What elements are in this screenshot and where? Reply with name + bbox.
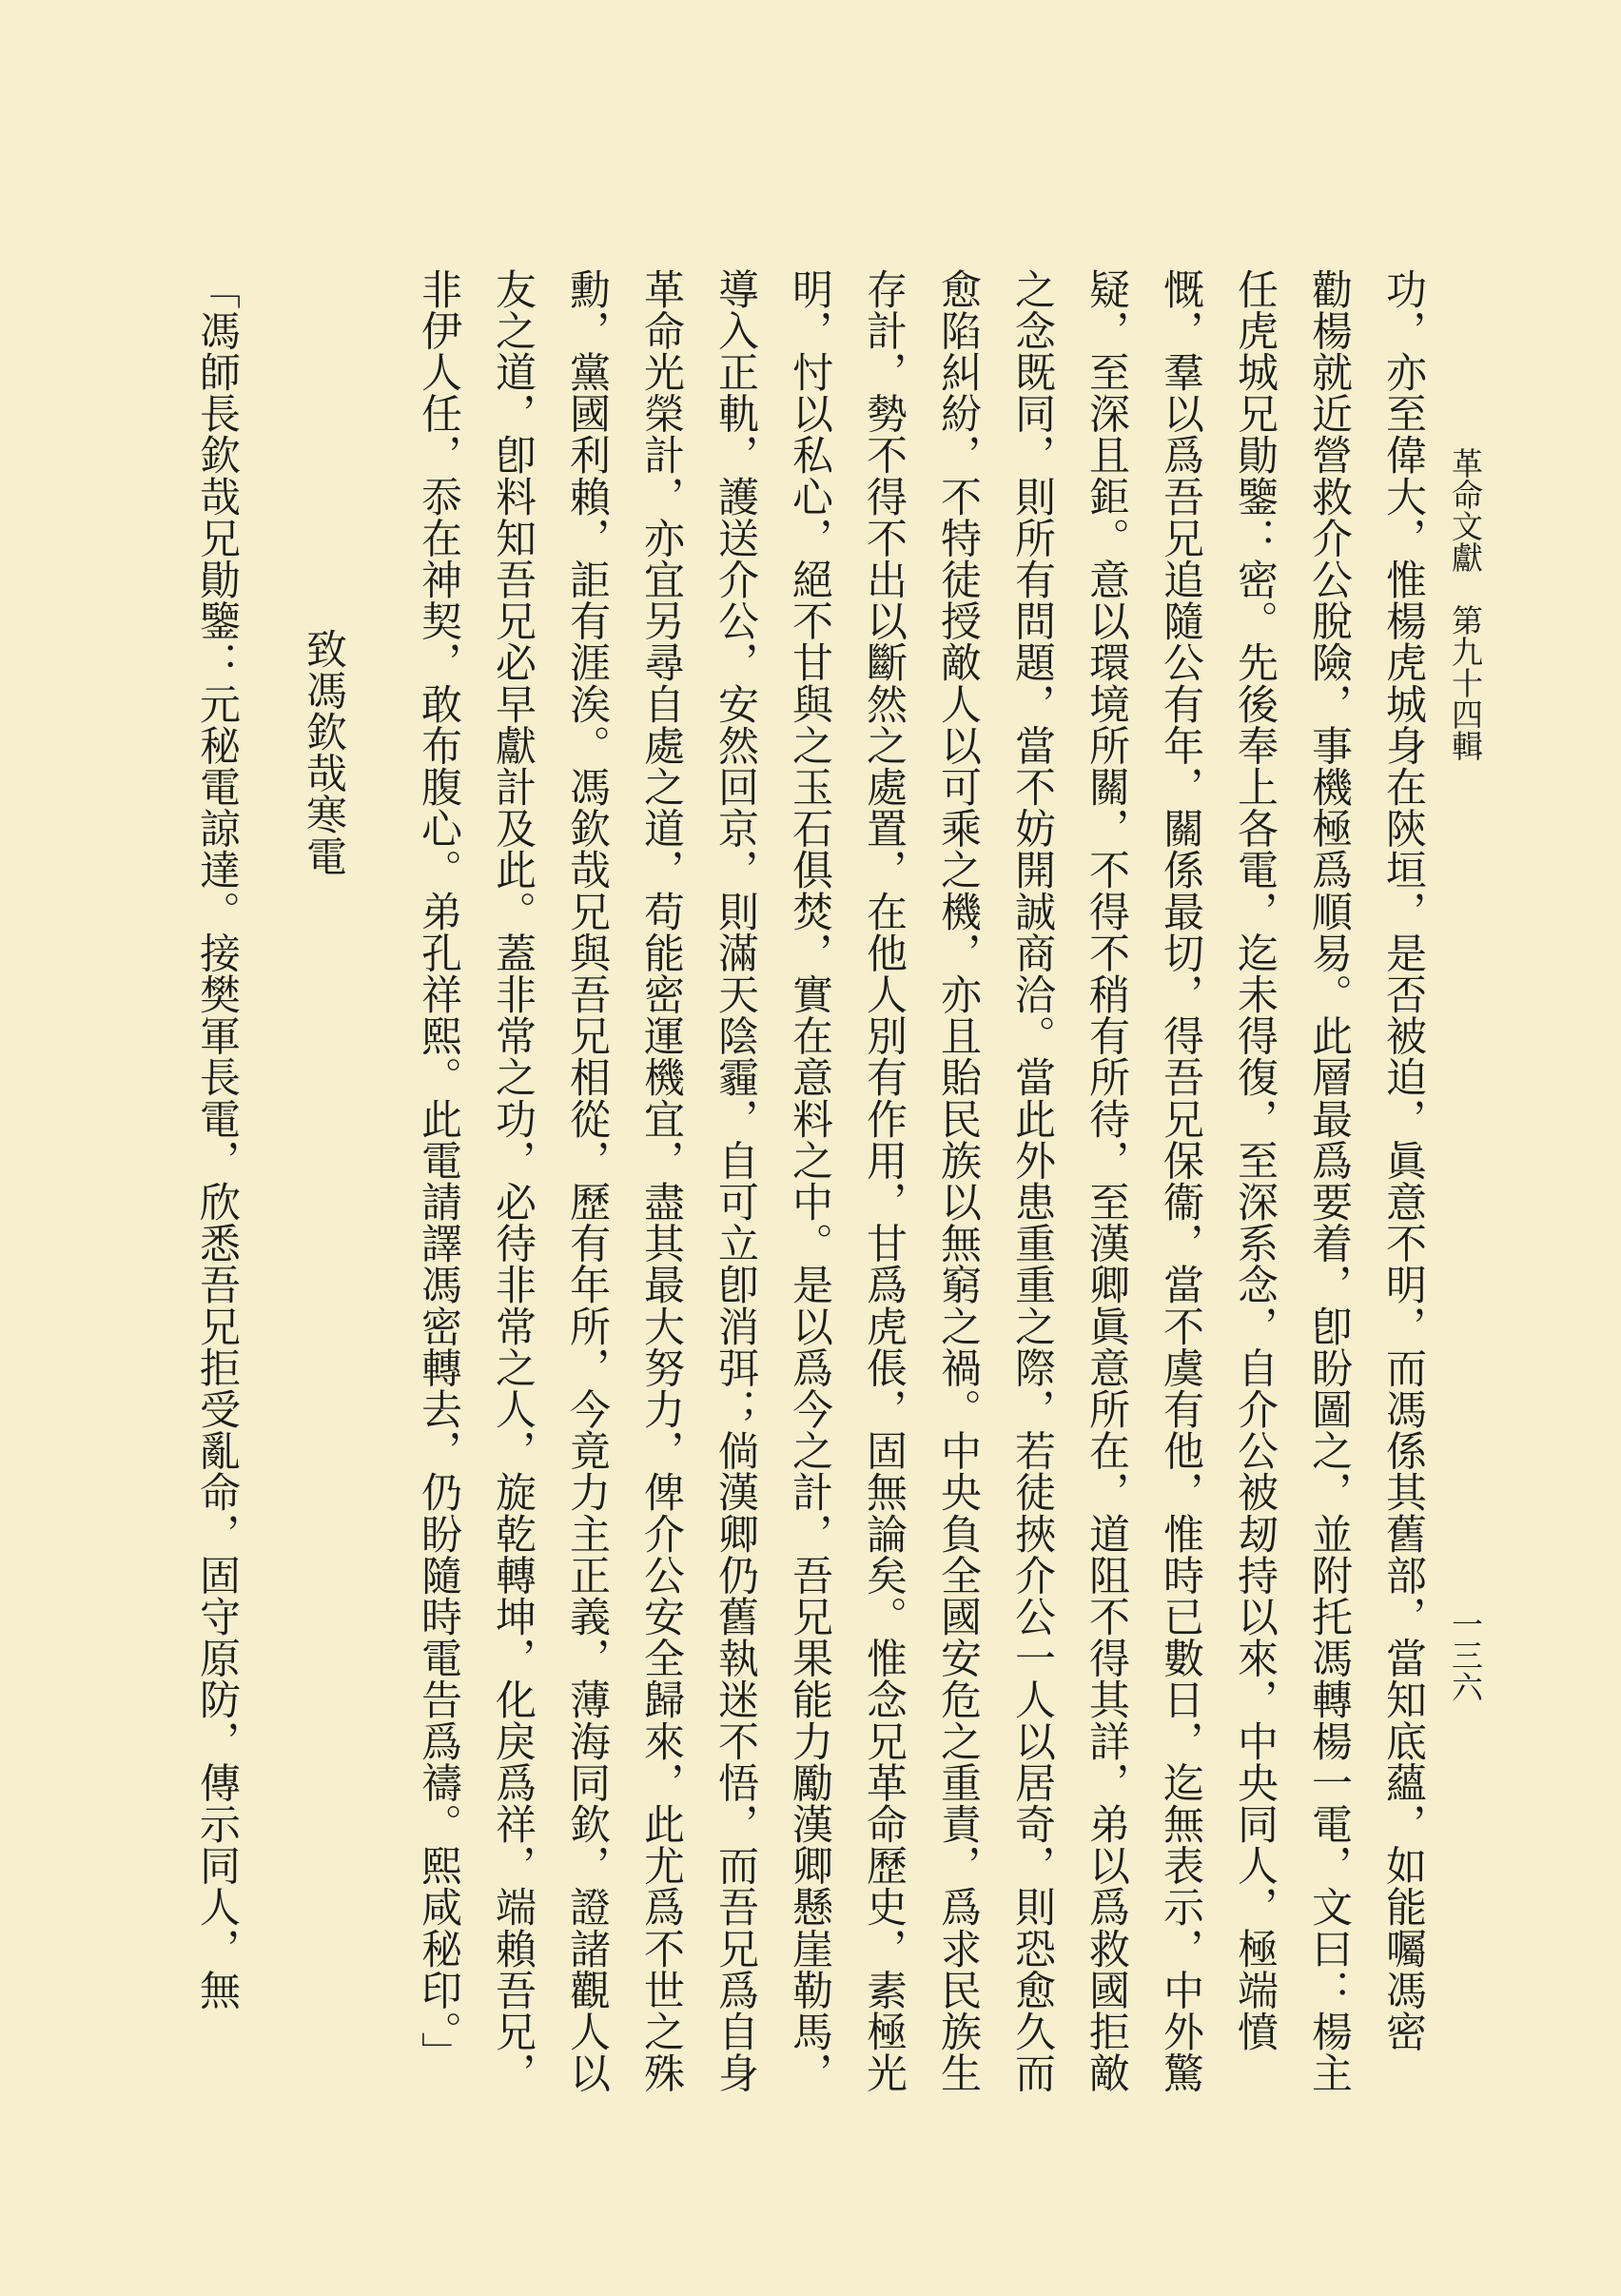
text-column-6: 之念既同，則所有問題，當不妨開誠商洽。當此外患重重之際，若徒挾介公一人以居奇，則恐愈久而 [1008,268,1056,2094]
text-column-13: 友之道，卽料知吾兄必早獻計及此。蓋非常之功，必待非常之人，旋乾轉坤，化戾爲祥，端賴吾兄， [489,268,537,2094]
text-column-9: 明，忖以私心，絕不甘與之玉石俱焚，實在意料之中。是以爲今之計，吾兄果能力勵漢卿懸崖勒馬， [786,268,833,2094]
text-column-14: 非伊人任，忝在神契，敢布腹心。弟孔祥熙。此電請譯馮密轉去，仍盼隨時電告爲禱。熙咸秘印。」 [415,268,462,2073]
text-column-7: 愈陷糾紛，不特徒授敵人以可乘之機，亦且貽民族以無窮之禍。中央負全國安危之重責，爲求民族生 [934,268,982,2094]
text-column-8: 存計，勢不得不出以斷然之處置，在他人別有作用，甘爲虎倀，固無論矣。惟念兄革命歷史，素極光 [860,268,908,2094]
text-column-3: 任虎城兄勛鑒：密。先後奉上各電，迄未得復，至深系念，自介公被刼持以來，中央同人，極端憤 [1231,268,1279,2052]
text-column-5: 疑，至深且鉅。意以環境所關，不得不稍有所待，至漢卿眞意所在，道阻不得其詳，弟以爲救國拒敵 [1083,268,1130,2094]
text-column-4: 慨，羣以爲吾兄追隨公有年，關係最切，得吾兄保衞，當不虞有他，惟時已數日，迄無表示，中外驚 [1157,268,1204,2094]
text-column-1: 功，亦至偉大，惟楊虎城身在陝垣，是否被迫，眞意不明，而馮係其舊部，當知底蘊，如能囑馮密 [1379,268,1427,2052]
text-column-2: 勸楊就近營救介公脫險，事機極爲順易。此層最爲要着，卽盼圖之，並附托馮轉楊一電，文曰：楊主 [1305,268,1353,2094]
text-column-last: 「馮師長欽哉兄勛鑒：元秘電諒達。接樊軍長電，欣悉吾兄拒受亂命，固守原防，傳示同人，無 [193,268,241,2011]
text-column-11: 革命光榮計，亦宜另尋自處之道，苟能密運機宜，盡其最大努力，俾介公安全歸來，此尤爲不世之殊 [637,268,685,2094]
page-number: 一三六 [1447,1608,1484,1702]
text-column-12: 勳，黨國利賴，詎有涯涘。馮欽哉兄與吾兄相從，歷有年所，今竟力主正義，薄海同欽，證諸觀人以 [563,268,611,2094]
running-header: 革命文獻 第九十四輯 [1447,447,1484,761]
text-column-10: 導入正軌，護送介公，安然回京，則滿天陰霾，自可立卽消弭；倘漢卿仍舊執迷不悟，而吾兄爲自身 [712,268,759,2094]
section-title: 致馮欽哉寒電 [300,628,347,877]
